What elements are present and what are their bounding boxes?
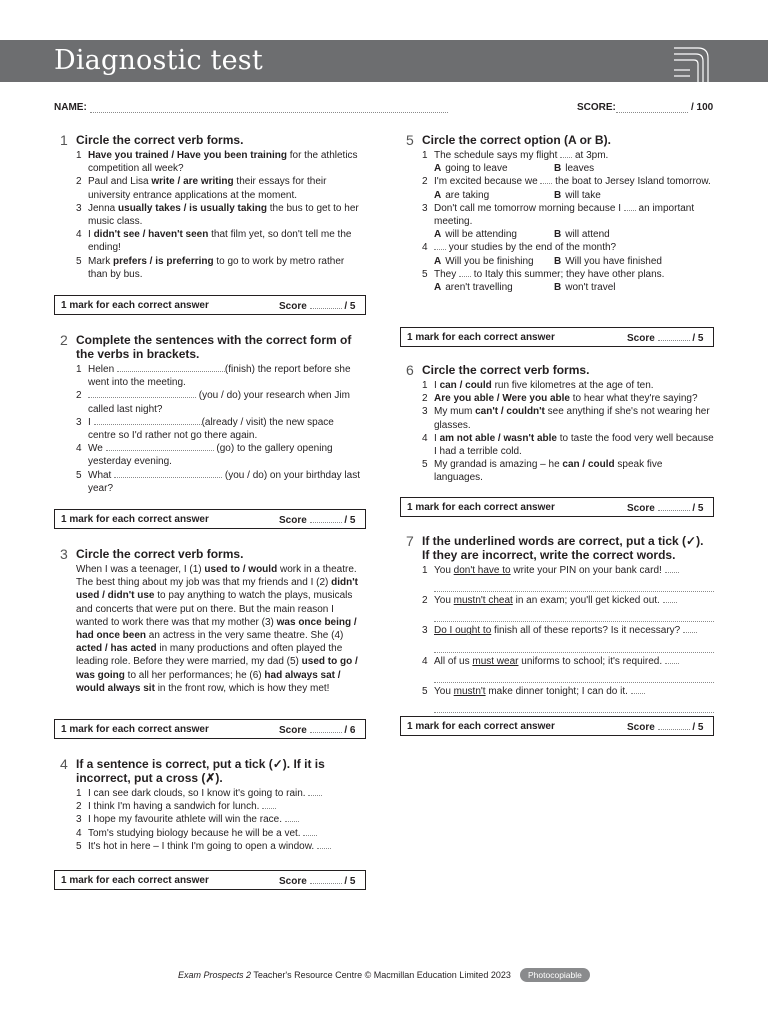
score-label: SCORE: (577, 102, 616, 113)
answer-blank[interactable] (117, 363, 225, 372)
page-title: Diagnostic test (54, 45, 263, 76)
verb-choice[interactable]: acted / has acted (76, 643, 157, 655)
score-box-3: 1 mark for each correct answer Score / 6 (54, 719, 366, 739)
answer-blank[interactable] (308, 787, 322, 796)
verb-choice[interactable]: didn't see / haven't seen (93, 229, 209, 241)
list-item: 5 My grandad is amazing – he can / could speak five languages. (422, 459, 663, 484)
verb-choice[interactable]: can / could (562, 459, 615, 471)
section-title: Circle the correct verb forms. (76, 547, 244, 561)
answer-line[interactable] (434, 577, 714, 592)
section-3: 3 Circle the correct verb forms. When I was a teenager, I (1) used to / would work in a theatre. The best thing about my job was that my friends and I (2) didn't used / didn't use to pay anything to watch the plays, musicals and concerts that were put on there. But the main reason I wanted to work there was that my mother (3) was once being / had once been an actress in the very same theatre. She (4) acted / has acted in many productions and often played the leading role. Before they were married, my dad (5) used to go / was going to all her performances; he (6) had always sat / would always sit in the front row, which is how they met! (54, 547, 364, 695)
answer-blank[interactable] (114, 469, 222, 478)
answer-blank[interactable] (88, 389, 196, 398)
score-field[interactable] (616, 104, 688, 113)
list-item: 2 Paul and Lisa write / are writing their essays for their university entrance applications at the moment. (76, 176, 327, 201)
list-item: 2 You mustn't cheat in an exam; you'll get kicked out. (422, 594, 714, 607)
verb-choice[interactable]: can't / couldn't (475, 406, 545, 418)
list-item: 1 I can see dark clouds, so I know it's going to rain. (76, 787, 364, 800)
verb-choice[interactable]: write / are writing (151, 176, 234, 188)
option-a[interactable]: A aren't travelling (434, 282, 513, 294)
underlined-words: mustn't cheat (453, 595, 513, 607)
answer-blank[interactable] (665, 564, 679, 573)
verb-choice[interactable]: Have you trained / Have you been training (88, 150, 287, 161)
section-1 (54, 133, 364, 281)
section-title: If a sentence is correct, put a tick (✓). If it is incorrect, put a cross (✗). (76, 757, 325, 785)
name-score-row (54, 102, 714, 116)
score-field[interactable] (658, 502, 690, 511)
answer-blank[interactable] (683, 624, 697, 633)
option-a[interactable]: A going to leave (434, 163, 508, 175)
score-box-1: 1 mark for each correct answer Score / 5 (54, 295, 366, 315)
list-item: 3 I hope my favourite athlete will win the race. (76, 813, 364, 826)
answer-blank[interactable] (317, 840, 331, 849)
page-header (0, 40, 768, 82)
answer-line[interactable] (434, 638, 714, 653)
answer-blank[interactable] (459, 268, 471, 277)
score-field[interactable] (658, 721, 690, 730)
list-item: 1 The schedule says my flight at 3pm. (422, 150, 609, 161)
name-field[interactable] (90, 104, 448, 113)
list-item: 1 Have you trained / Have you been training for the athletics competition all week? (76, 150, 358, 175)
list-item: 3 Don't call me tomorrow morning because I an important meeting. (422, 202, 695, 228)
option-b[interactable]: B Will you have finished (554, 255, 662, 267)
answer-blank[interactable] (631, 685, 645, 694)
option-b[interactable]: B will attend (554, 229, 610, 241)
answer-line[interactable] (434, 607, 714, 622)
option-b[interactable]: B will take (554, 189, 601, 201)
option-a[interactable]: A are taking (434, 189, 490, 201)
list-item: 3 Do I ought to finish all of these reports? Is it necessary? (422, 624, 714, 637)
answer-blank[interactable] (624, 202, 636, 211)
list-item: 4 Tom's studying biology because he will be a vet. (76, 827, 364, 840)
answer-line[interactable] (434, 698, 714, 713)
verb-choice[interactable]: am not able / wasn't able (439, 432, 557, 444)
list-item: 2 (you / do) your research when Jim called last night? (76, 390, 350, 415)
verb-choice[interactable]: was once being / had once been (76, 616, 357, 642)
section-6: 6 Circle the correct verb forms. 1 I can / could run five kilometres at the age of ten. 2 Are you able / Were you able to hear what they're saying? 3 My mum can't / couldn't see anything if she's not wearing her glasses. 4 I am not able / wasn't able to taste the food very well because I had a terrible cold. 5 My grandad is amazing – he can / could speak five languages. (406, 362, 714, 484)
list-item: 4 We (go) to the gallery opening yesterday evening. (76, 443, 333, 468)
score-field[interactable] (310, 514, 342, 523)
verb-choice[interactable]: used to go / was going (76, 656, 358, 681)
header-decoration-icon (672, 40, 716, 82)
mark-info: 1 mark for each correct answer (61, 300, 209, 311)
score-field[interactable] (310, 724, 342, 733)
list-item: 2 I'm excited because we the boat to Jersey Island tomorrow. (422, 176, 711, 188)
answer-line[interactable] (434, 668, 714, 683)
option-a[interactable]: A Will you be finishing (434, 255, 534, 267)
list-item: 1 You don't have to write your PIN on your bank card! (422, 564, 714, 577)
section-title: Complete the sentences with the correct form of the verbs in brackets. (76, 333, 352, 361)
underlined-words: mustn't (453, 685, 486, 697)
underlined-words: must wear (472, 655, 519, 667)
option-a[interactable]: A will be attending (434, 229, 517, 241)
score-box-6: 1 mark for each correct answer Score / 5 (400, 497, 714, 517)
list-item: 2 I think I'm having a sandwich for lunch. (76, 800, 364, 813)
option-b[interactable]: B won't travel (554, 282, 616, 294)
photocopiable-badge: Photocopiable (520, 968, 590, 982)
score-total: / 100 (691, 102, 714, 113)
list-item: 5 What (you / do) on your birthday last year? (76, 469, 360, 494)
list-item: 1 Helen (finish) the report before she went into the meeting. (76, 364, 351, 389)
verb-choice[interactable]: usually takes / is usually taking (118, 202, 267, 214)
section-title: Circle the correct verb forms. (76, 133, 244, 147)
section-number: 1 (60, 132, 68, 148)
list-item: 3 Jenna usually takes / is usually taking the bus to get to her music class. (76, 202, 359, 228)
verb-choice[interactable]: prefers / is preferring (113, 255, 214, 267)
section-title: If the underlined words are correct, put a tick (✓). If they are incorrect, write the correct words. (422, 534, 704, 562)
footer-credit: Exam Prospects 2 Teacher's Resource Centre © Macmillan Education Limited 2023 (178, 970, 511, 980)
list-item: 4 I didn't see / haven't seen that film yet, so don't tell me the ending! (76, 229, 352, 254)
answer-blank[interactable] (285, 813, 299, 822)
list-item: 1 I can / could run five kilometres at the age of ten. (422, 380, 654, 391)
list-item: 2 Are you able / Were you able to hear what they're saying? (422, 393, 698, 405)
underlined-words: don't have to (453, 565, 511, 576)
option-b[interactable]: B leaves (554, 163, 595, 175)
answer-blank[interactable] (540, 175, 552, 184)
verb-choice[interactable]: didn't used / didn't use (76, 577, 358, 602)
list-item: 5 It's hot in here – I think I'm going to open a window. (76, 840, 364, 853)
list-item: 4 All of us must wear uniforms to school; it's required. (422, 655, 714, 668)
answer-blank[interactable] (303, 827, 317, 836)
list-item: 4 I am not able / wasn't able to taste the food very well because I had a terrible cold. (422, 432, 714, 458)
answer-blank[interactable] (663, 594, 677, 603)
answer-blank[interactable] (106, 442, 214, 451)
list-item: 3 My mum can't / couldn't see anything if she's not wearing her glasses. (422, 406, 710, 431)
underlined-words: Do I ought to (434, 625, 492, 637)
answer-blank[interactable] (560, 149, 572, 158)
score-box-2: 1 mark for each correct answer Score / 5 (54, 509, 366, 529)
verb-choice[interactable]: can / could (439, 380, 492, 391)
section-7: 7 If the underlined words are correct, put a tick (✓). If they are incorrect, write the correct words. 1 You don't have to write your PIN on your bank card! 2 You mustn't cheat in an exam; you'll get kicked out. 3 Do I ought to finish all of these reports? Is it necessary? 4 All of us must wear uniforms to school; it's required. 5 You mustn't make dinner tonight; I can do it. (400, 534, 714, 713)
list-item: 5 They to Italy this summer; they have other plans. (422, 268, 665, 280)
list-item: 5 Mark prefers / is preferring to go to work by metro rather than by bus. (76, 255, 345, 280)
section-4: 4 If a sentence is correct, put a tick (✓). If it is incorrect, put a cross (✗). 1 I can see dark clouds, so I know it's going to rain. 2 I think I'm having a sandwich for lunch. 3 I hope my favourite athlete will win the race. 4 Tom's studying biology because he will be a vet. 5 It's hot in here – I think I'm going to open a window. (54, 757, 364, 853)
section-title: Circle the correct verb forms. (422, 363, 590, 377)
score-box-5: 1 mark for each correct answer Score / 5 (400, 327, 714, 347)
section-title: Circle the correct option (A or B). (422, 133, 611, 147)
score-box-7: 1 mark for each correct answer Score / 5 (400, 716, 714, 736)
verb-choice[interactable]: used to / would (204, 564, 278, 575)
passage: When I was a teenager, I (1) used to / would work in a theatre. The best thing about my job was that my friends and I (2) didn't used / didn't use to pay anything to watch the plays, musicals and concerts that were put on there. But the main reason I wanted to work there was that my mother (3) was once being / had once been an actress in the very same theatre. She (4) acted / has acted in many productions and often played the leading role. Before they were married, my dad (5) used to go / was going to all her performances; he (6) had always sat / would always sit in the front row, which is how they met! (76, 564, 358, 694)
answer-blank[interactable] (94, 416, 202, 425)
score-box-4: 1 mark for each correct answer Score / 5 (54, 870, 366, 890)
list-item: 3 I (already / visit) the new space centre so I'd rather not go there again. (76, 416, 334, 442)
score-field[interactable] (310, 300, 342, 309)
section-5: 5 Circle the correct option (A or B). 1 The schedule says my flight at 3pm. A going to leave B leaves 2 I'm excited because we the boat to Jersey Island tomorrow. A are taking B will take 3 Don't call me tomorrow morning because I an important meeting. A will be attending B will attend 4 your studies by the end of the month? A Will you be finishing B Will you have finished 5 They to Italy this summer; they have other plans. A aren't travelling B won't travel (400, 133, 714, 294)
list-item: 4 your studies by the end of the month? (422, 242, 617, 254)
verb-choice[interactable]: had always sat / would always sit (76, 669, 341, 694)
section-2: 2 Complete the sentences with the correct form of the verbs in brackets. 1 Helen (finish) the report before she went into the meeting. 2 (you / do) your research when Jim called last night? 3 I (already / visit) the new space centre so I'd rather not go there again. 4 We (go) to the gallery opening yesterday evening. 5 What (you / do) on your birthday last year? (54, 333, 364, 495)
list-item: 5 You mustn't make dinner tonight; I can do it. (422, 685, 714, 698)
name-label: NAME: (54, 102, 87, 113)
score-field[interactable] (658, 332, 690, 341)
score-field[interactable] (310, 875, 342, 884)
answer-blank[interactable] (665, 655, 679, 664)
answer-blank[interactable] (262, 800, 276, 809)
answer-blank[interactable] (434, 241, 446, 250)
verb-choice[interactable]: Are you able / Were you able (434, 393, 570, 405)
